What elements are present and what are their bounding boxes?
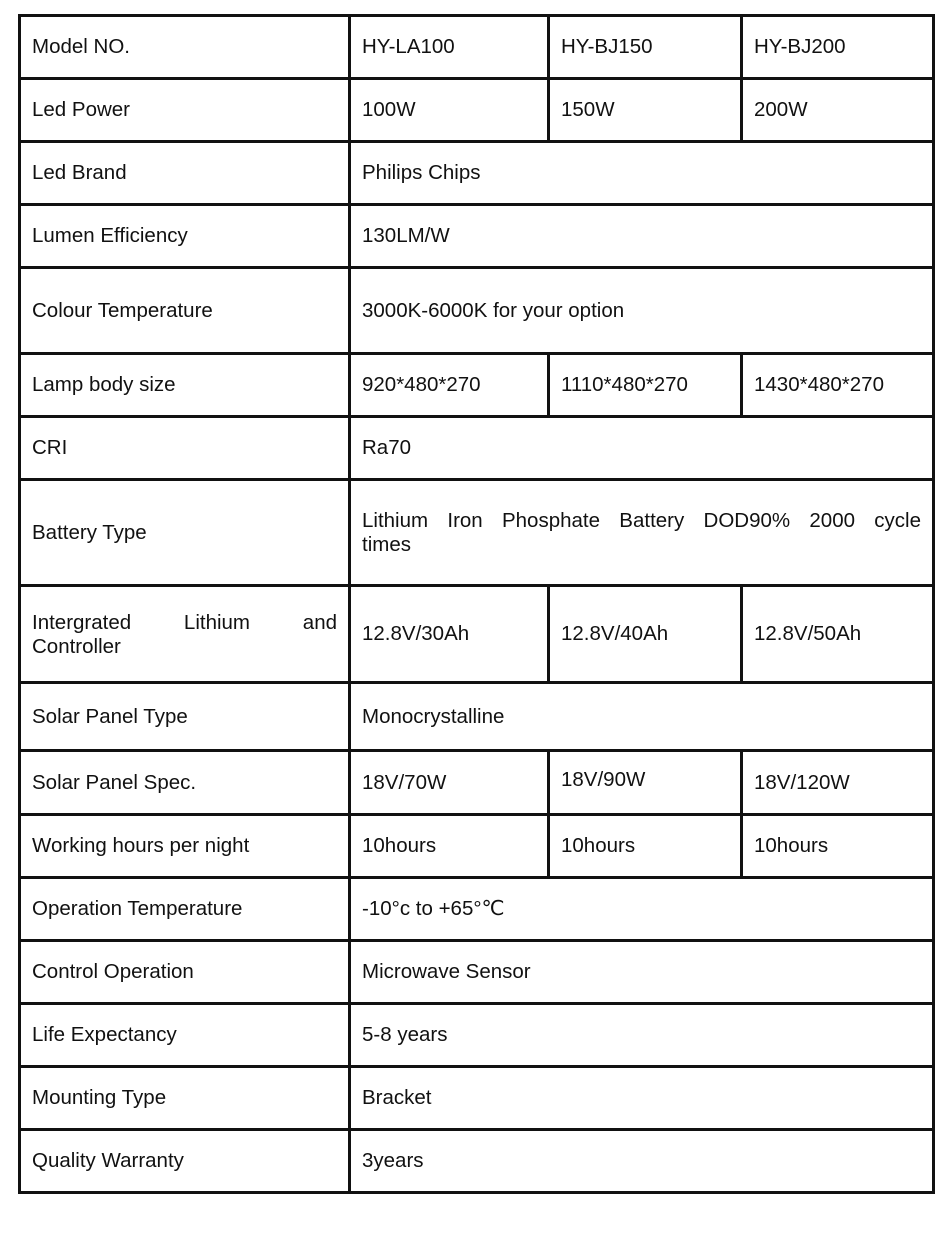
label-battery-type: Battery Type (20, 480, 350, 586)
solar-panel-spec-1: 18V/70W (350, 751, 549, 815)
led-power-3: 200W (742, 79, 934, 142)
battery-type-line-2: times (362, 532, 411, 556)
model-2: HY-BJ150 (549, 16, 742, 79)
label-mounting-type: Mounting Type (20, 1067, 350, 1130)
led-power-1: 100W (350, 79, 549, 142)
lumen-efficiency-value: 130LM/W (350, 205, 934, 268)
model-3: HY-BJ200 (742, 16, 934, 79)
row-working-hours (20, 815, 934, 878)
row-control-operation (20, 941, 934, 1004)
lamp-body-size-3: 1430*480*270 (742, 354, 934, 417)
model-1: HY-LA100 (350, 16, 549, 79)
label-cri: CRI (20, 417, 350, 480)
row-led-power (20, 79, 934, 142)
intergrated-3: 12.8V/50Ah (742, 586, 934, 683)
label-lumen-efficiency: Lumen Efficiency (20, 205, 350, 268)
label-led-brand: Led Brand (20, 142, 350, 205)
led-power-2: 150W (549, 79, 742, 142)
battery-type-line-1: Lithium Iron Phosphate Battery DOD90% 2000 cycle (362, 508, 921, 532)
label-intergrated (20, 586, 350, 683)
working-hours-3: 10hours (742, 815, 934, 878)
row-quality-warranty (20, 1130, 934, 1193)
label-colour-temperature: Colour Temperature (20, 268, 350, 354)
colour-temperature-value: 3000K-6000K for your option (350, 268, 934, 354)
row-life-expectancy (20, 1004, 934, 1067)
solar-panel-type-value: Monocrystalline (350, 683, 934, 751)
cri-value: Ra70 (350, 417, 934, 480)
operation-temperature-value: -10°c to +65°℃ (350, 878, 934, 941)
row-lumen-efficiency (20, 205, 934, 268)
row-lamp-body-size (20, 354, 934, 417)
label-life-expectancy: Life Expectancy (20, 1004, 350, 1067)
label-solar-panel-type: Solar Panel Type (20, 683, 350, 751)
mounting-type-value: Bracket (350, 1067, 934, 1130)
intergrated-label-line-2: Controller (32, 635, 121, 658)
row-mounting-type (20, 1067, 934, 1130)
row-solar-panel-spec (20, 751, 934, 815)
solar-panel-spec-3: 18V/120W (742, 751, 934, 815)
working-hours-1: 10hours (350, 815, 549, 878)
intergrated-1: 12.8V/30Ah (350, 586, 549, 683)
lamp-body-size-2: 1110*480*270 (549, 354, 742, 417)
working-hours-2: 10hours (549, 815, 742, 878)
control-operation-value: Microwave Sensor (350, 941, 934, 1004)
label-solar-panel-spec: Solar Panel Spec. (20, 751, 350, 815)
label-operation-temperature: Operation Temperature (20, 878, 350, 941)
label-model: Model NO. (20, 16, 350, 79)
intergrated-label-line-1: Intergrated Lithium and (32, 611, 337, 634)
label-lamp-body-size: Lamp body size (20, 354, 350, 417)
quality-warranty-value: 3years (350, 1130, 934, 1193)
lamp-body-size-1: 920*480*270 (350, 354, 549, 417)
label-quality-warranty: Quality Warranty (20, 1130, 350, 1193)
led-brand-value: Philips Chips (350, 142, 934, 205)
row-intergrated (20, 586, 934, 683)
spec-table (18, 14, 935, 1194)
row-cri (20, 417, 934, 480)
row-solar-panel-type (20, 683, 934, 751)
row-battery-type (20, 480, 934, 586)
row-operation-temperature (20, 878, 934, 941)
row-model (20, 16, 934, 79)
label-led-power: Led Power (20, 79, 350, 142)
row-colour-temperature (20, 268, 934, 354)
label-working-hours: Working hours per night (20, 815, 350, 878)
solar-panel-spec-2: 18V/90W (549, 751, 742, 815)
life-expectancy-value: 5-8 years (350, 1004, 934, 1067)
label-control-operation: Control Operation (20, 941, 350, 1004)
row-led-brand (20, 142, 934, 205)
intergrated-2: 12.8V/40Ah (549, 586, 742, 683)
battery-type-value (350, 480, 934, 586)
